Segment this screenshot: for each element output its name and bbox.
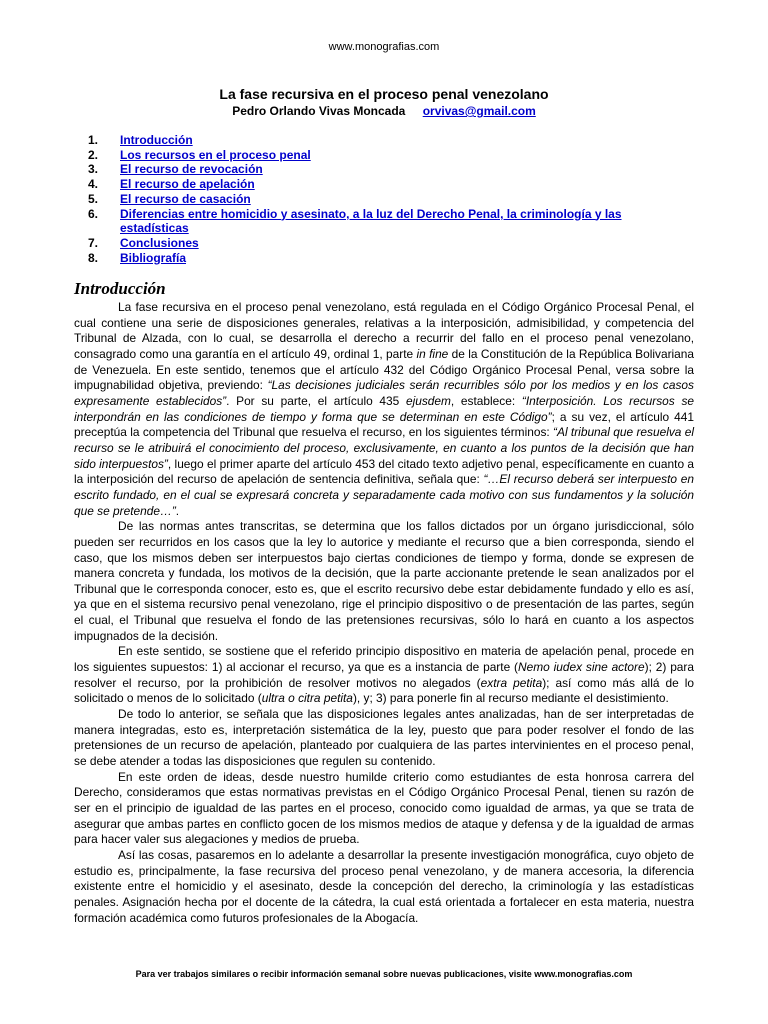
title-block bbox=[0, 85, 768, 119]
text-run: ); así como más allá de lo solicitado o menos de lo solicitado ( bbox=[74, 675, 694, 706]
toc-link-apelacion[interactable]: El recurso de apelación bbox=[120, 177, 255, 192]
paragraph-1 bbox=[74, 300, 694, 519]
toc-item bbox=[88, 192, 678, 207]
quote-run: “Al tribunal que resuelva el recurso se le atribuirá el conocimiento del proceso, exclusivamente, en cuanto a los puntos de la decisión que han sido interpuestos” bbox=[74, 425, 694, 471]
toc-number: 7. bbox=[88, 235, 99, 250]
toc-link-conclusiones[interactable]: Conclusiones bbox=[120, 235, 199, 250]
table-of-contents bbox=[88, 133, 678, 265]
toc-link-casacion[interactable]: El recurso de casación bbox=[120, 191, 251, 206]
body-text bbox=[74, 300, 694, 926]
toc-number: 6. bbox=[88, 206, 99, 221]
italic-run: in fine bbox=[416, 346, 449, 361]
text-run: , establece: bbox=[450, 393, 522, 408]
text-run: En este sentido, se sostiene que el referido principio dispositivo en materia de apelación penal, procede en los siguientes supuestos: 1) al accionar el recurso, ya que es a instancia de parte ( bbox=[74, 644, 694, 675]
paragraph-2: De las normas antes transcritas, se determina que los fallos dictados por un órgano jurisdiccional, sólo pueden ser recurridos en los casos que la ley lo autorice y mediante el recurso que a bien corresponda, siendo el caso, que los mismos deben ser interpuestos bajo ciertas condiciones de tiempo y forma, donde se expresen de manera concreta y fundada, los motivos de la decisión, que la parte accionante pretende le sean analizados por el Tribunal que le corresponda conocer, esto es, que el escrito recursivo debe estar debidamente fundado y ello es así, ya que en el sistema recursivo penal venezolano, rige el principio dispositivo o de presentación de las partes, según el cual, el Tribunal que resuelva el fondo de las pretensiones recursivas, sólo lo hará en cuanto a los aspectos impugnados de la decisión. bbox=[74, 519, 694, 643]
toc-item bbox=[88, 133, 678, 148]
toc-number: 5. bbox=[88, 191, 99, 206]
toc-item bbox=[88, 162, 678, 177]
section-heading-introduccion: Introducción bbox=[74, 279, 166, 298]
page-header-url: www.monografias.com bbox=[328, 41, 440, 53]
toc-link-recursos[interactable]: Los recursos en el proceso penal bbox=[120, 147, 311, 162]
quote-run: “…El recurso deberá ser interpuesto en escrito fundado, en el cual se expresará concreta y separadamente cada motivo con sus fundamentos y la solución que se pretende…” bbox=[74, 472, 694, 518]
quote-run: “Interposición. Los recursos se interpondrán en las condiciones de tiempo y forma que se determinan en este Código” bbox=[74, 393, 694, 424]
toc-number: 1. bbox=[88, 133, 99, 147]
page-footer: Para ver trabajos similares o recibir información semanal sobre nuevas publicaciones, visite www.monografias.com bbox=[135, 969, 633, 979]
italic-run: extra petita bbox=[480, 675, 543, 690]
author-email-link[interactable]: orvivas@gmail.com bbox=[422, 104, 536, 118]
toc-item bbox=[88, 148, 678, 163]
toc-item bbox=[88, 177, 678, 192]
toc-link-introduccion[interactable]: Introducción bbox=[120, 133, 193, 147]
paragraph-3 bbox=[74, 644, 694, 707]
quote-run: “Las decisiones judiciales serán recurribles sólo por los medios y en los casos expresamente establecidos” bbox=[74, 378, 694, 408]
text-run: La fase recursiva en el proceso penal venezolano, está regulada en el Código Orgánico Procesal Penal, el cual contiene una serie de disposiciones generales, relativas a la interposición, admisibilidad, y competencia del Tribunal de Alzada, con lo cual, se desarrolla el derecho a recurrir del fallo en el proceso penal venezolano, consagrado como una garantía en el artículo 49, ordinal 1, parte bbox=[74, 300, 694, 361]
toc-item bbox=[88, 207, 678, 236]
toc-link-diferencias[interactable]: Diferencias entre homicidio y asesinato, a la luz del Derecho Penal, la criminología y las estadísticas bbox=[120, 206, 622, 236]
paragraph-4: De todo lo anterior, se señala que las disposiciones legales antes analizadas, han de ser interpretadas de manera integradas, esto es, interpretación sistemática de la ley, puesto que para poder resolver el fondo de las pretensiones de un recurso de apelación, planteado por cualquiera de las partes intervinientes en el proceso penal, se debe atender a todas las disposiciones que regulen su contenido. bbox=[74, 707, 694, 769]
text-run: . Por su parte, el artículo 435 bbox=[226, 393, 406, 408]
toc-link-revocacion[interactable]: El recurso de revocación bbox=[120, 162, 263, 177]
text-run: , luego el primer aparte del artículo 453 del citado texto adjetivo penal, específicamente en cuanto a la interposición del recurso de apelación de sentencia definitiva, señala que: bbox=[74, 456, 695, 487]
toc-link-bibliografia[interactable]: Bibliografía bbox=[120, 250, 187, 265]
author-name: Pedro Orlando Vivas Moncada bbox=[232, 104, 406, 118]
document-title: La fase recursiva en el proceso penal venezolano bbox=[219, 86, 549, 102]
toc-number: 3. bbox=[88, 162, 99, 177]
toc-item bbox=[88, 251, 678, 266]
text-run: ), y; 3) para ponerle fin al recurso mediante el desistimiento. bbox=[352, 691, 669, 706]
text-run: . bbox=[175, 503, 180, 518]
paragraph-5: En este orden de ideas, desde nuestro humilde criterio como estudiantes de esta honrosa carrera del Derecho, consideramos que estas normativas previstas en el Código Orgánico Procesal Penal, tienen su razón de ser en el principio de igualdad de las partes en el proceso, conocido como igualdad de armas, ya que se trata de asegurar que ambas partes en conflicto gocen de los mismos medios de ataque y defensa y de la igualdad de armas para hacer valer sus alegaciones y medios de prueba. bbox=[74, 769, 694, 847]
author-line bbox=[0, 103, 768, 119]
toc-number: 4. bbox=[88, 177, 99, 192]
text-run: de la Constitución de la República Bolivariana de Venezuela. En este sentido, tenemos que el artículo 432 del Código Orgánico Procesal Penal, versa sobre la impugnabilidad objetiva, previendo: bbox=[74, 346, 695, 393]
paragraph-6: Así las cosas, pasaremos en lo adelante a desarrollar la presente investigación monográfica, cuyo objeto de estudio es, principalmente, la fase recursiva del proceso penal venezolano, y de manera accesoria, la diferencia existente entre el homicidio y el asesinato, desde la concepción del derecho, la criminología y las estadísticas penales. Asignación hecha por el docente de la cátedra, la cual está orientada a fortalecer en esta materia, nuestra formación académica como futuros profesionales de la Abogacía. bbox=[74, 847, 694, 925]
toc-number: 8. bbox=[88, 250, 99, 265]
text-run: ; a su vez, el artículo 441 preceptúa la competencia del Tribunal que resuelva el recurso, en los siguientes términos: bbox=[74, 409, 694, 440]
italic-run: ejusdem bbox=[405, 393, 451, 408]
italic-run: Nemo iudex sine actore bbox=[518, 660, 645, 675]
italic-run: ultra o citra petita bbox=[261, 691, 353, 706]
toc-number: 2. bbox=[88, 147, 99, 162]
toc-item bbox=[88, 236, 678, 251]
text-run: ); 2) para resolver el recurso, por la prohibición de resolver motivos no alegados ( bbox=[74, 660, 694, 690]
